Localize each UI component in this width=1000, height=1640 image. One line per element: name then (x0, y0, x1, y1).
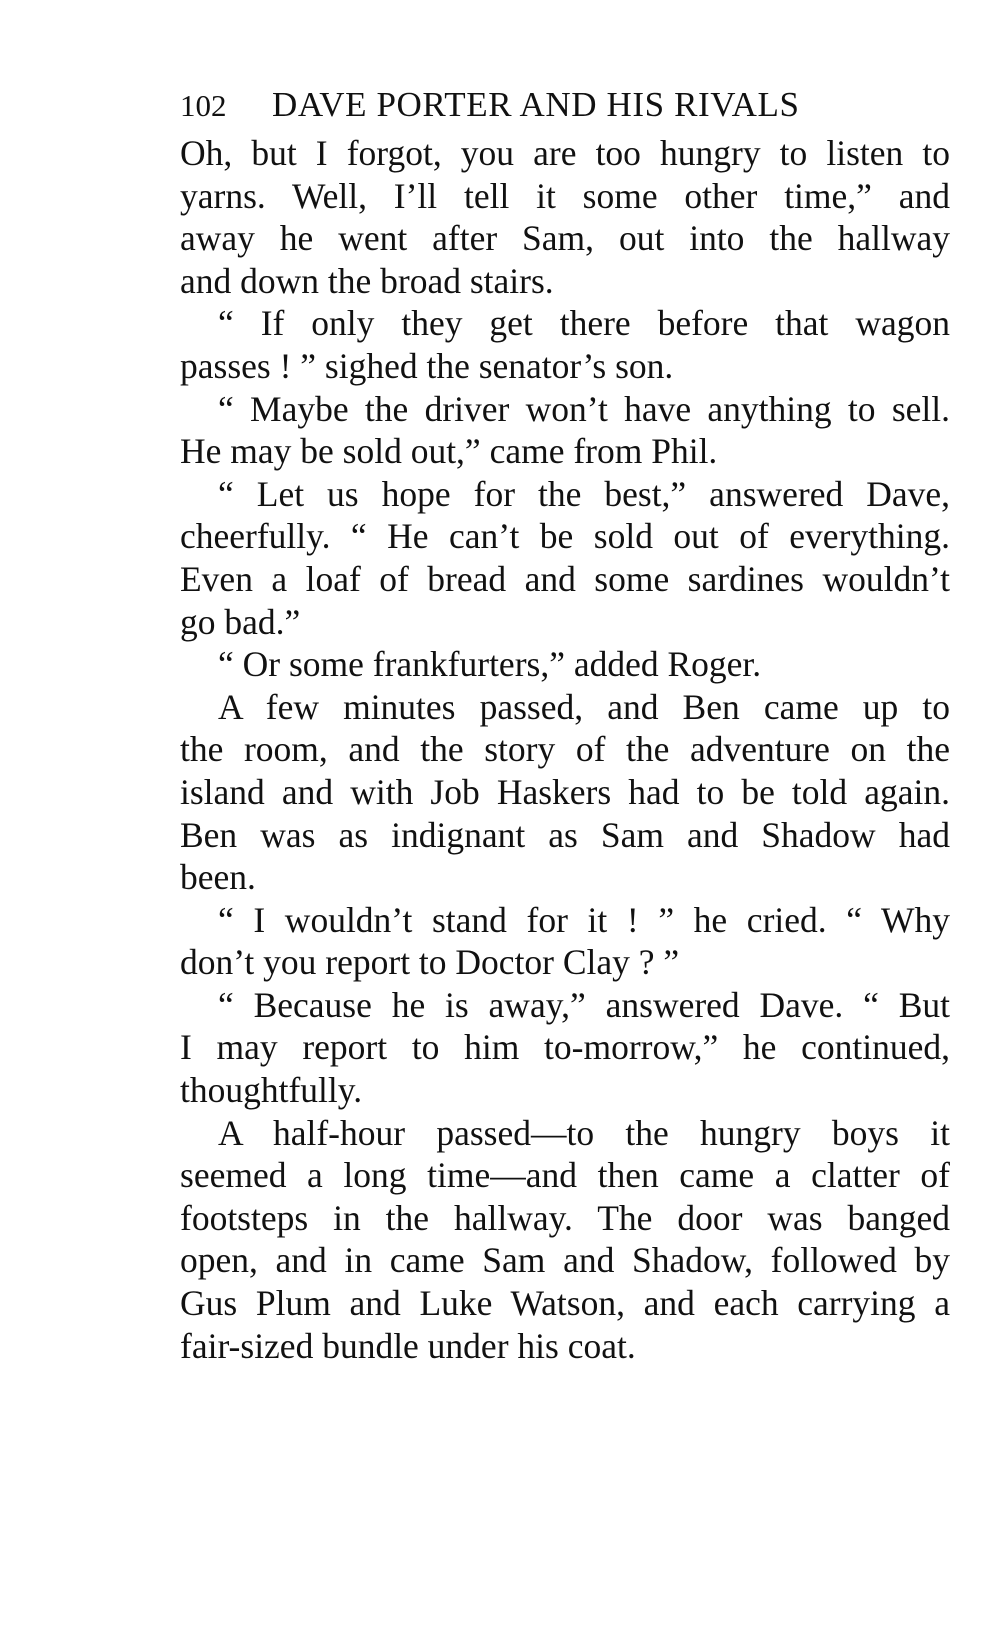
text-line: Ben was as indignant as Sam and Shadow had (180, 814, 950, 855)
text-line: cheerfully. “ He can’t be sold out of everything. (180, 516, 950, 557)
text-line: don’t you report to Doctor Clay ? ” (180, 942, 680, 983)
text-line: A few minutes passed, and Ben came up to (218, 686, 950, 727)
paragraph (180, 984, 950, 1112)
paragraph (180, 686, 950, 899)
paragraph (180, 643, 950, 686)
text-line: “ Or some frankfurters,” added Roger. (218, 644, 762, 685)
text-line: Gus Plum and Luke Watson, and each carrying a (180, 1283, 950, 1324)
text-line: open, and in came Sam and Shadow, followed by (180, 1240, 950, 1281)
book-page (180, 82, 950, 1367)
paragraph (180, 899, 950, 984)
text-line: fair-sized bundle under his coat. (180, 1325, 636, 1366)
text-line: “ Because he is away,” answered Dave. “ But (218, 984, 950, 1025)
text-line: A half-hour passed—to the hungry boys it (218, 1112, 950, 1153)
text-line: passes ! ” sighed the senator’s son. (180, 345, 674, 386)
text-line: yarns. Well, I’ll tell it some other time,” and (180, 175, 950, 216)
text-line: footsteps in the hallway. The door was banged (180, 1197, 950, 1238)
text-line: island and with Job Haskers had to be told again. (180, 771, 950, 812)
text-line: thoughtfully. (180, 1070, 363, 1111)
paragraph (180, 1112, 950, 1368)
text-line: and down the broad stairs. (180, 260, 554, 301)
paragraph (180, 132, 950, 302)
text-line: “ Maybe the driver won’t have anything to sell. (218, 388, 950, 429)
running-head (180, 82, 950, 128)
text-line: He may be sold out,” came from Phil. (180, 431, 718, 472)
text-line: been. (180, 857, 256, 898)
text-line: “ Let us hope for the best,” answered Dave, (218, 473, 950, 514)
text-line: seemed a long time—and then came a clatter of (180, 1155, 950, 1196)
paragraph (180, 302, 950, 387)
text-line: “ I wouldn’t stand for it ! ” he cried. “ Why (218, 899, 950, 940)
page-number: 102 (180, 88, 227, 123)
text-line: go bad.” (180, 601, 301, 642)
paragraph (180, 473, 950, 643)
paragraph (180, 388, 950, 473)
text-line: away he went after Sam, out into the hallway (180, 218, 950, 259)
running-title: DAVE PORTER AND HIS RIVALS (272, 85, 800, 124)
text-line: Even a loaf of bread and some sardines wouldn’t (180, 558, 950, 599)
text-line: the room, and the story of the adventure on the (180, 729, 950, 770)
body-text (180, 132, 950, 1367)
text-line: I may report to him to-morrow,” he continued, (180, 1027, 950, 1068)
text-line: “ If only they get there before that wagon (218, 303, 950, 344)
text-line: Oh, but I forgot, you are too hungry to listen to (180, 133, 950, 173)
